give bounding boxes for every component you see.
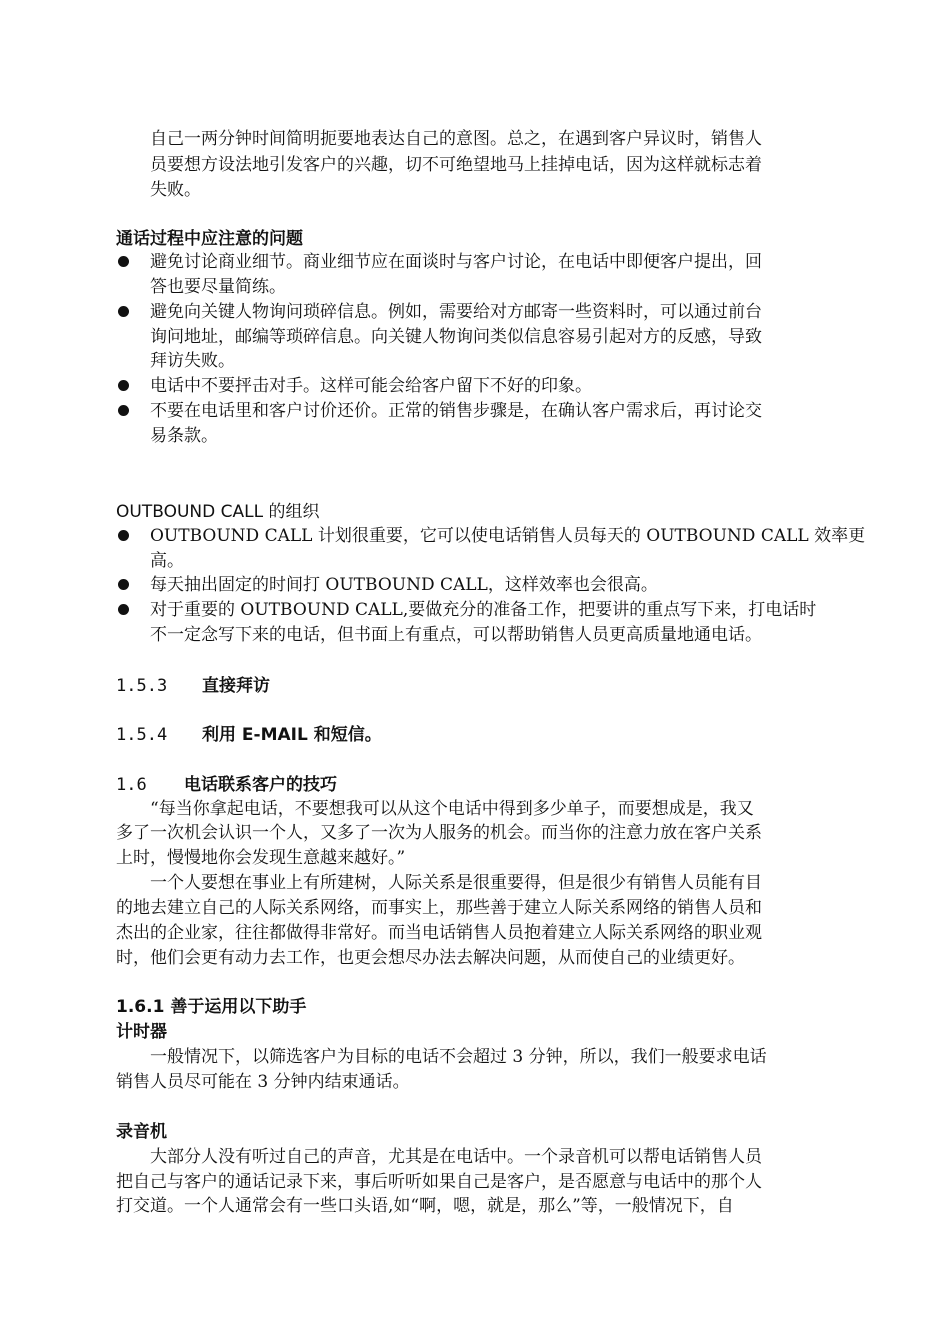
intro-line-2: 员要想方设法地引发客户的兴趣，切不可绝望地马上挂掉电话，因为这样就标志着 — [150, 155, 762, 175]
outbound-bullet-3-line-2: 不一定念写下来的电话，但书面上有重点，可以帮助销售人员更高质量地通电话。 — [150, 625, 762, 645]
section-title-153: 直接拜访 — [202, 676, 270, 696]
outbound-bullet-3-line-1: 对于重要的 OUTBOUND CALL,要做充分的准备工作，把要讲的重点写下来，打电话时 — [150, 600, 817, 620]
bullet-dot-icon — [118, 579, 129, 590]
timer-line-1: 一般情况下，以筛选客户为目标的电话不会超过 3 分钟，所以，我们一般要求电话 — [150, 1047, 767, 1067]
issue-bullet-2-line-3: 拜访失败。 — [150, 351, 235, 371]
issue-bullet-1-line-2: 答也要尽量简练。 — [150, 277, 286, 297]
timer-line-2: 销售人员尽可能在 3 分钟内结束通话。 — [116, 1072, 410, 1092]
bullet-dot-icon — [118, 604, 129, 615]
section-title-154: 利用 E-MAIL 和短信。 — [202, 725, 382, 745]
body-line-4: 时，他们会更有动力去工作，也更会想尽办法去解决问题，从而使自己的业绩更好。 — [116, 948, 745, 968]
timer-heading: 计时器 — [116, 1022, 167, 1042]
quote-line-2: 多了一次机会认识一个人，又多了一次为人服务的机会。而当你的注意力放在客户关系 — [116, 823, 762, 843]
bullet-dot-icon — [118, 530, 129, 541]
outbound-bullet-1-line-2: 高。 — [150, 551, 184, 571]
issue-bullet-1-line-1: 避免讨论商业细节。商业细节应在面谈时与客户讨论，在电话中即便客户提出，回 — [150, 252, 762, 272]
bullet-dot-icon — [118, 306, 129, 317]
section-title-16: 电话联系客户的技巧 — [184, 775, 337, 795]
quote-line-3: 上时，慢慢地你会发现生意越来越好。” — [116, 848, 406, 868]
issue-bullet-2-line-2: 询问地址，邮编等琐碎信息。向关键人物询问类似信息容易引起对方的反感，导致 — [150, 327, 762, 347]
bullet-dot-icon — [118, 380, 129, 391]
intro-line-1: 自己一两分钟时间简明扼要地表达自己的意图。总之，在遇到客户异议时，销售人 — [150, 129, 762, 149]
body-line-2: 的地去建立自己的人际关系网络，而事实上，那些善于建立人际关系网络的销售人员和 — [116, 898, 762, 918]
section-number-153: 1.5.3 — [116, 676, 168, 696]
body-line-1: 一个人要想在事业上有所建树，人际关系是很重要得，但是很少有销售人员能有目 — [150, 873, 762, 893]
outbound-bullet-2-line-1: 每天抽出固定的时间打 OUTBOUND CALL，这样效率也会很高。 — [150, 575, 658, 595]
issue-bullet-4-line-2: 易条款。 — [150, 426, 218, 446]
bullet-dot-icon — [118, 256, 129, 267]
outbound-bullet-1-line-1: OUTBOUND CALL 计划很重要，它可以使电话销售人员每天的 OUTBOUND CALL 效率更 — [150, 526, 866, 546]
section-heading-outbound: OUTBOUND CALL 的组织 — [116, 502, 320, 522]
body-line-3: 杰出的企业家，往往都做得非常好。而当电话销售人员抱着建立人际关系网络的职业观 — [116, 923, 762, 943]
bullet-dot-icon — [118, 405, 129, 416]
issue-bullet-4-line-1: 不要在电话里和客户讨价还价。正常的销售步骤是，在确认客户需求后，再讨论交 — [150, 401, 762, 421]
intro-line-3: 失败。 — [150, 180, 201, 200]
recorder-line-3: 打交道。一个人通常会有一些口头语,如“啊，嗯，就是，那么”等，一般情况下，自 — [116, 1196, 734, 1216]
recorder-line-1: 大部分人没有听过自己的声音，尤其是在电话中。一个录音机可以帮电话销售人员 — [150, 1147, 762, 1167]
section-title-161: 1.6.1 善于运用以下助手 — [116, 997, 307, 1017]
recorder-heading: 录音机 — [116, 1122, 167, 1142]
issue-bullet-3-line-1: 电话中不要抨击对手。这样可能会给客户留下不好的印象。 — [150, 376, 592, 396]
section-number-16: 1.6 — [116, 775, 147, 795]
recorder-line-2: 把自己与客户的通话记录下来，事后听听如果自己是客户，是否愿意与电话中的那个人 — [116, 1172, 762, 1192]
section-heading-issues: 通话过程中应注意的问题 — [116, 229, 303, 249]
issue-bullet-2-line-1: 避免向关键人物询问琐碎信息。例如，需要给对方邮寄一些资料时，可以通过前台 — [150, 302, 762, 322]
quote-line-1: “每当你拿起电话，不要想我可以从这个电话中得到多少单子，而要想成是，我又 — [150, 799, 754, 819]
section-number-154: 1.5.4 — [116, 725, 168, 745]
